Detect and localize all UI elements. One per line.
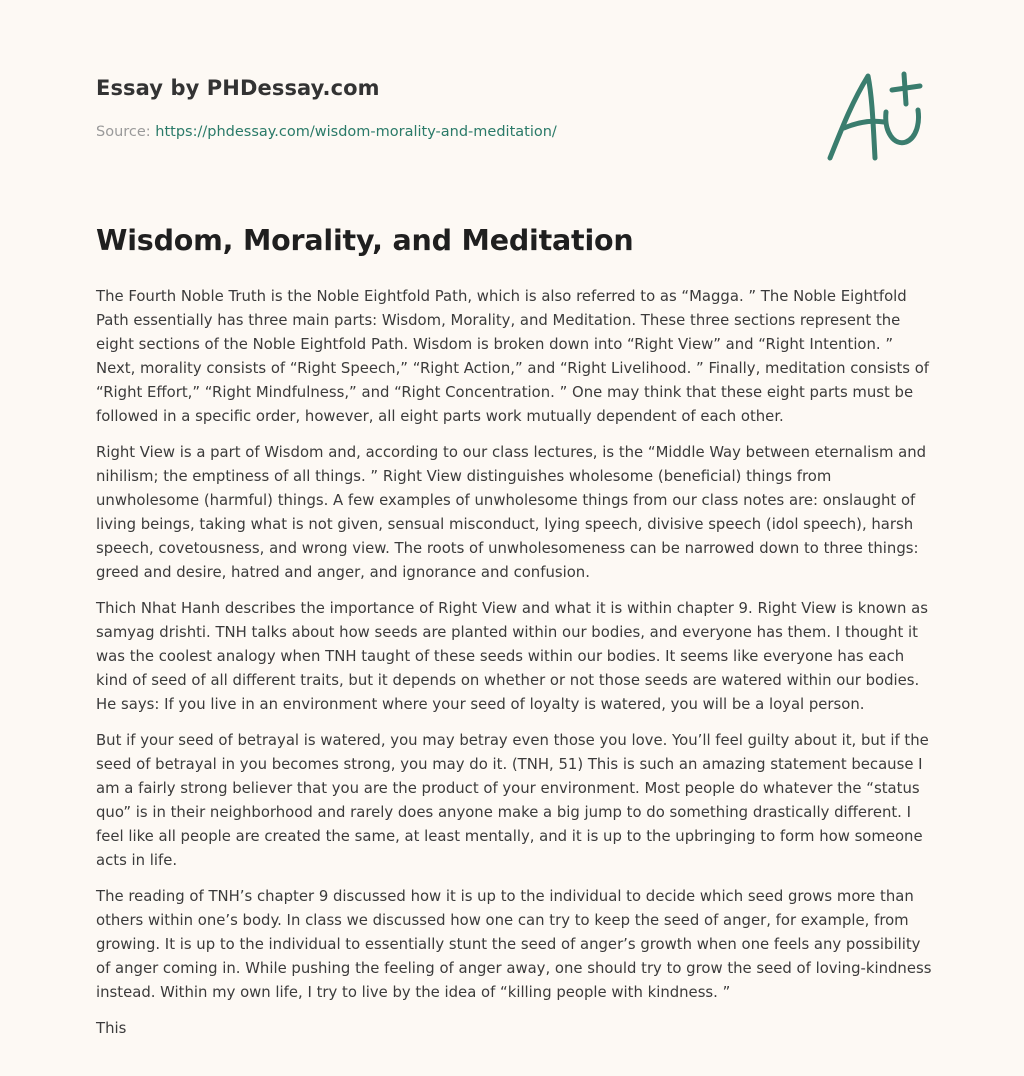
paragraph: But if your seed of betrayal is watered, you may betray even those you love. You’ll feel guilty about it, but if the seed of betrayal in you becomes strong, you may do it. (TNH, 51) This is such an amazing statement because I am a fairly strong believer that you are the product of your environment. Most people do whatever the “status quo” is in their neighborhood and rarely does anyone make a big jump to do something drastically different. I feel like all people are created the same, at least mentally, and it is up to the upbringing to form how someone acts in life. (96, 731, 929, 869)
document-body (96, 284, 932, 1052)
source-link[interactable]: https://phdessay.com/wisdom-morality-and-meditation/ (155, 124, 557, 140)
source-label: Source: (96, 124, 151, 140)
paragraph: Right View is a part of Wisdom and, according to our class lectures, is the “Middle Way between eternalism and nihilism; the emptiness of all things. ” Right View distinguishes wholesome (beneficial) things from unwholesome (harmful) things. A few examples of unwholesome things from our class notes are: onslaught of living beings, taking what is not given, sensual misconduct, lying speech, divisive speech (idol speech), harsh speech, covetousness, and wrong view. The roots of unwholesomeness can be narrowed down to three things: greed and desire, hatred and anger, and ignorance and confusion. (96, 443, 927, 581)
paragraph: The reading of TNH’s chapter 9 discussed how it is up to the individual to decide which seed grows more than others within one’s body. In class we discussed how one can try to keep the seed of anger, for example, from growing. It is up to the individual to essentially stunt the seed of anger’s growth when one feels any possibility of anger coming in. While pushing the feeling of anger away, one should try to grow the seed of loving-kindness instead. Within my own life, I try to live by the idea of “killing people with kindness. ” (96, 887, 932, 1001)
paragraph: Thich Nhat Hanh describes the importance of Right View and what it is within chapter 9. Right View is known as samyag drishti. TNH talks about how seeds are planted within our bodies, and everyone has them. I thought it was the coolest analogy when TNH taught of these seeds within our bodies. It seems like everyone has each kind of seed of all different traits, but it depends on whether or not those seeds are watered within our bodies. He says: If you live in an environment where your seed of loyalty is watered, you will be a loyal person. (96, 599, 928, 713)
document-title: Wisdom, Morality, and Meditation (96, 224, 634, 257)
source-line (96, 124, 557, 140)
paragraph: This (96, 1019, 127, 1037)
site-title: Essay by PHDessay.com (96, 76, 380, 100)
paragraph: The Fourth Noble Truth is the Noble Eightfold Path, which is also referred to as “Magga. ” The Noble Eightfold Path essentially has three main parts: Wisdom, Morality, and Meditation. These three sections represent the eight sections of the Noble Eightfold Path. Wisdom is broken down into “Right View” and “Right Intention. ” Next, morality consists of “Right Speech,” “Right Action,” and “Right Livelihood. ” Finally, meditation consists of “Right Effort,” “Right Mindfulness,” and “Right Concentration. ” One may think that these eight parts must be followed in a specific order, however, all eight parts work mutually dependent of each other. (96, 287, 930, 425)
a-plus-grade-icon (820, 66, 930, 166)
